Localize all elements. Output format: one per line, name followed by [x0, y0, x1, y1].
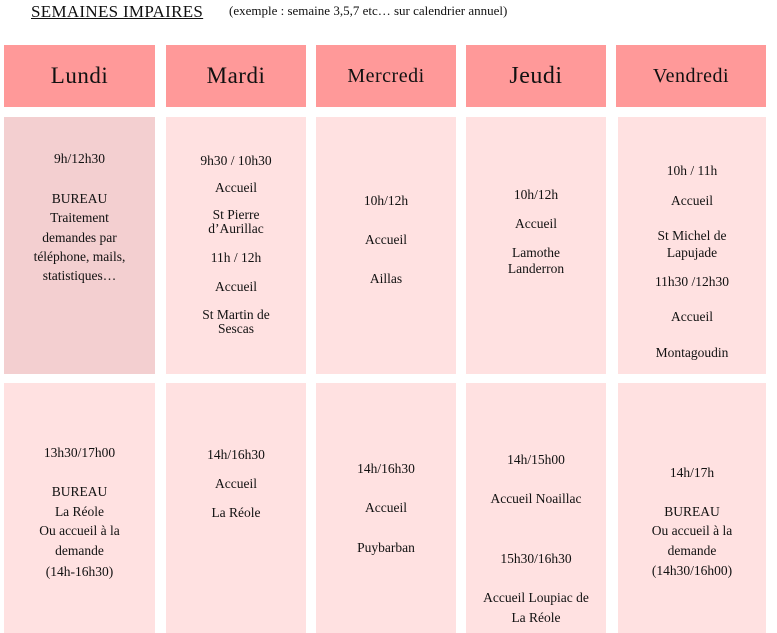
activity-label: BUREAU — [664, 504, 720, 519]
activity-label: BUREAU — [51, 484, 108, 499]
time-slot: 11h / 12h — [210, 250, 262, 265]
activity-label: Accueil — [365, 500, 407, 515]
location-line: Aillas — [369, 271, 403, 286]
location-line: La Réole — [54, 504, 105, 519]
description-line: (14h30/16h00) — [651, 563, 733, 578]
time-slot: 15h30/16h30 — [500, 551, 572, 566]
time-slot: 10h / 11h — [666, 163, 718, 178]
activity-label: Accueil — [515, 216, 557, 231]
activity-label: Accueil — [215, 279, 257, 294]
location-line: Puybarban — [357, 540, 415, 555]
location-line: Lapujade — [666, 245, 718, 260]
activity-label: Accueil — [215, 180, 257, 195]
cell-jeudi-morning — [466, 117, 606, 374]
header-jeudi: Jeudi — [466, 45, 606, 107]
activity-label: BUREAU — [51, 191, 108, 206]
cell-mardi-morning — [166, 117, 306, 374]
header-mardi: Mardi — [166, 45, 306, 107]
time-slot: 10h/12h — [363, 193, 409, 208]
activity-label: Accueil — [671, 309, 713, 324]
description-line: demande — [667, 543, 717, 558]
location-line: St Martin de — [202, 307, 270, 322]
cell-lundi-morning — [4, 117, 155, 374]
activity-label: Accueil Noaillac — [490, 491, 582, 506]
description-line: demande — [55, 543, 104, 558]
activity-label: Accueil — [215, 476, 257, 491]
time-slot: 14h/16h30 — [357, 461, 415, 476]
cell-mercredi-afternoon — [316, 383, 456, 633]
activity-label: Accueil — [671, 193, 713, 208]
time-slot: 10h/12h — [513, 187, 559, 202]
location-line: La Réole — [211, 505, 261, 520]
description-line: téléphone, mails, — [33, 249, 126, 264]
location-line: La Réole — [511, 610, 561, 625]
activity-label: Accueil Loupiac de — [483, 590, 589, 605]
time-slot: 9h30 / 10h30 — [200, 153, 272, 168]
time-slot: 14h/15h00 — [507, 452, 565, 467]
time-slot: 14h/17h — [669, 465, 715, 480]
activity-label: Accueil — [365, 232, 407, 247]
description-line: (14h-16h30) — [45, 564, 114, 579]
page-title: SEMAINES IMPAIRES — [31, 2, 204, 21]
location-line: Landerron — [507, 261, 565, 276]
description-line: Traitement — [50, 210, 109, 225]
cell-jeudi-afternoon — [466, 383, 606, 633]
location-line: Montagoudin — [655, 345, 729, 360]
description-line: statistiques… — [42, 268, 117, 283]
cell-vendredi-morning — [618, 117, 766, 374]
header-lundi: Lundi — [4, 45, 155, 107]
description-line: Ou accueil à la — [39, 523, 120, 538]
cell-mardi-afternoon — [166, 383, 306, 633]
time-slot: 14h/16h30 — [207, 447, 265, 462]
cell-lundi-afternoon — [4, 383, 155, 633]
time-slot: 11h30 /12h30 — [654, 274, 730, 289]
cell-mercredi-morning — [316, 117, 456, 374]
description-line: Ou accueil à la — [651, 523, 733, 538]
description-line: demandes par — [42, 230, 117, 245]
location-line: St Pierre — [212, 207, 260, 222]
location-line: Lamothe — [512, 245, 560, 260]
time-slot: 9h/12h30 — [53, 151, 105, 166]
location-line: St Michel de — [657, 228, 727, 243]
cell-vendredi-afternoon — [618, 383, 766, 633]
header-vendredi: Vendredi — [616, 45, 766, 107]
location-line: Sescas — [218, 321, 254, 336]
page-subtitle: (exemple : semaine 3,5,7 etc… sur calendrier annuel) — [229, 3, 508, 18]
location-line: d’Aurillac — [208, 221, 264, 236]
header-mercredi: Mercredi — [316, 45, 456, 107]
time-slot: 13h30/17h00 — [43, 445, 116, 460]
